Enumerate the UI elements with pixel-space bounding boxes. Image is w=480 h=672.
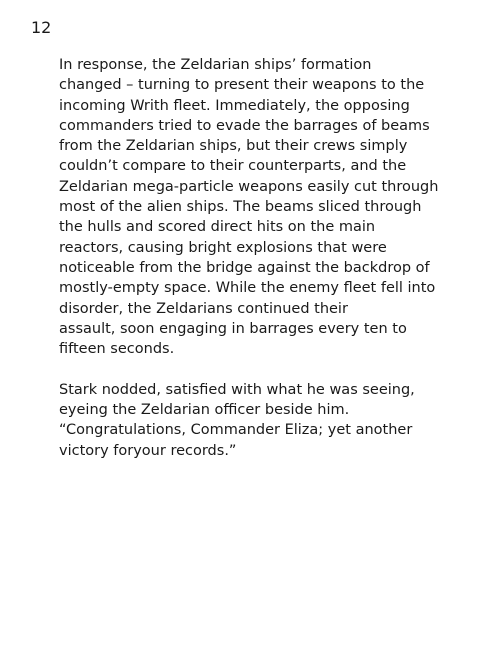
text-line: reactors, causing bright explosions that were: [59, 239, 387, 256]
text-line: most of the alien ships. The beams sliced through: [59, 199, 422, 216]
text-line: assault, soon engaging in barrages every ten to: [59, 320, 407, 337]
text-line: Stark nodded, satisfied with what he was seeing,: [59, 381, 415, 398]
paragraph-gap: [59, 359, 439, 379]
text-line: changed – turning to present their weapons to the: [59, 77, 425, 94]
text-line: noticeable from the bridge against the backdrop of: [59, 259, 430, 276]
text-line: eyeing the Zeldarian officer beside him.: [59, 402, 350, 419]
page-number: 12: [31, 18, 52, 37]
text-line: Zeldarian mega-particle weapons easily cut through: [59, 178, 439, 195]
text-line: incoming Writh fleet. Immediately, the opposing: [59, 97, 410, 114]
text-line: disorder, the Zeldarians continued their: [59, 300, 348, 317]
text-line: In response, the Zeldarian ships’ formation: [59, 57, 372, 73]
paragraph: [59, 55, 439, 359]
text-line: mostly-empty space. While the enemy fleet fell into: [59, 280, 436, 297]
body-text: [59, 55, 439, 461]
text-line: “Congratulations, Commander Eliza; yet another: [59, 422, 413, 439]
paragraph: [59, 380, 439, 461]
text-line: fifteen seconds.: [59, 341, 175, 358]
text-line: commanders tried to evade the barrages of beams: [59, 117, 430, 134]
text-line: victory foryour records.”: [59, 442, 237, 459]
text-line: from the Zeldarian ships, but their crews simply: [59, 138, 408, 155]
text-line: the hulls and scored direct hits on the main: [59, 219, 376, 236]
text-line: couldn’t compare to their counterparts, and the: [59, 158, 407, 175]
